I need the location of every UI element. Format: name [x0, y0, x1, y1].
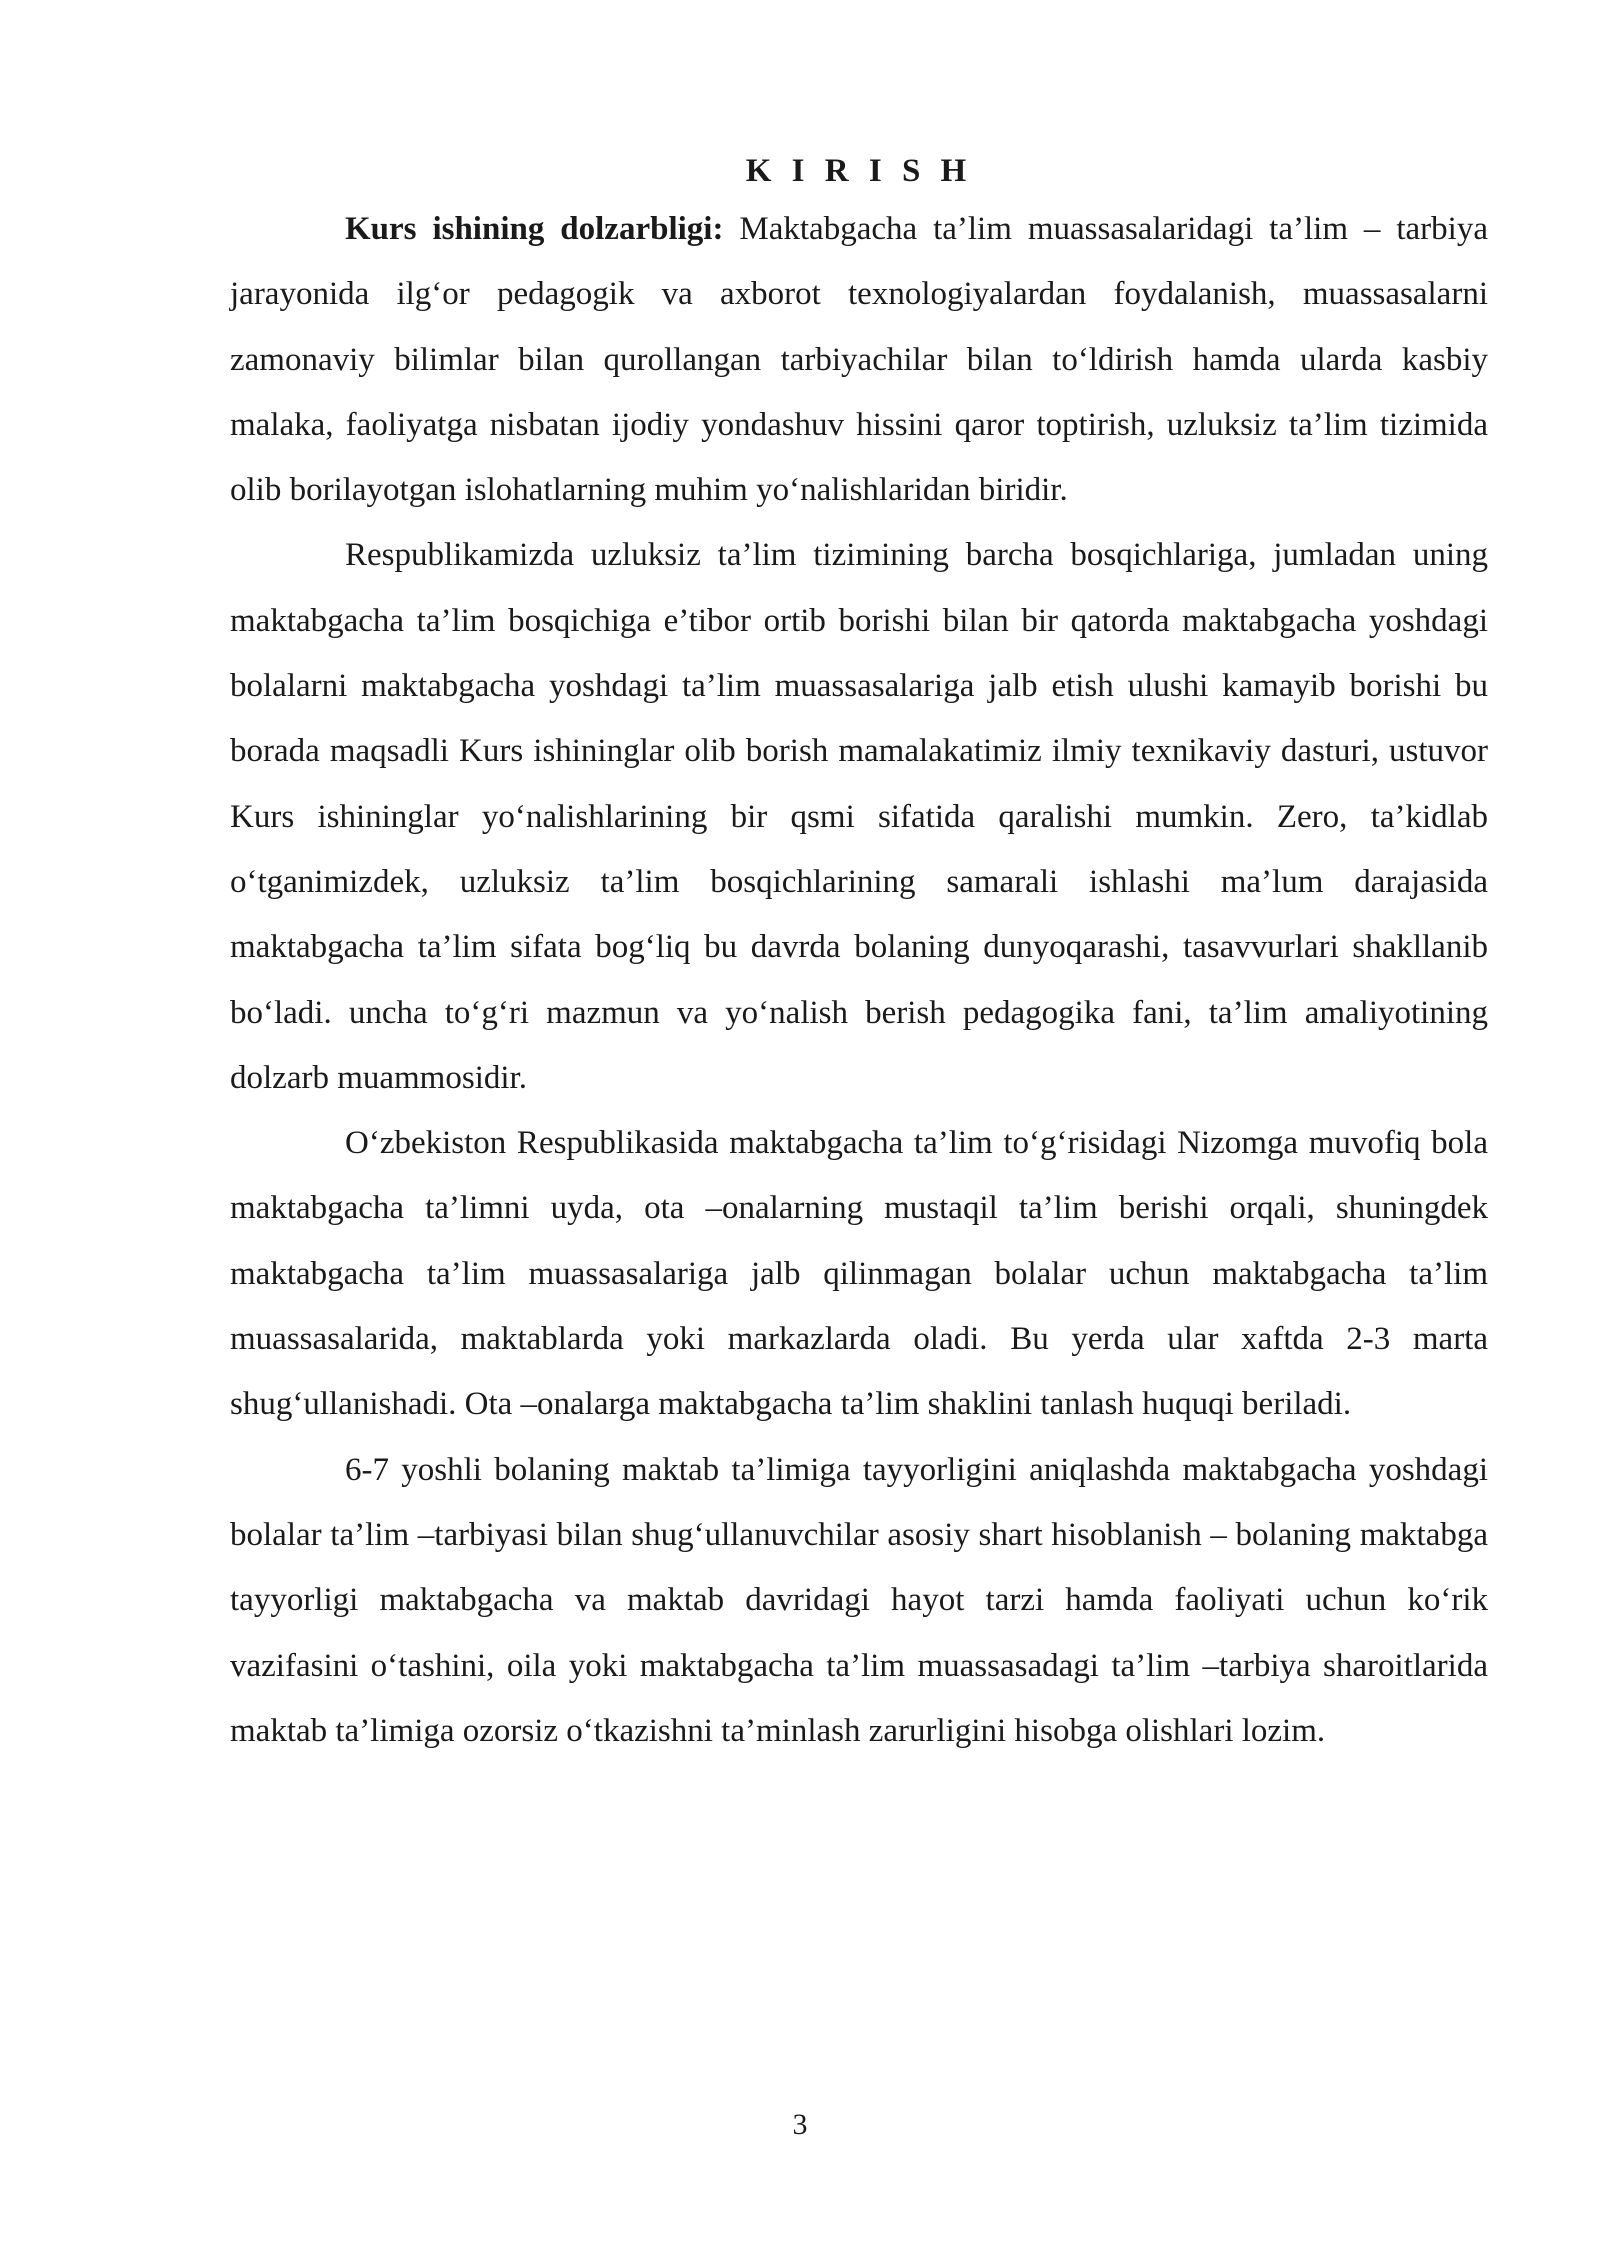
paragraph-text: O‘zbekiston Respublikasida maktabgacha ta’lim to‘g‘risidagi Nizomga muvofiq bola maktabgacha ta’limni uyda, ota –onalarning mustaqil ta’lim berishi orqali, shuningdek maktabgacha ta’lim muassasalariga jalb qilinmagan bolalar uchun maktabgacha ta’lim muassasalarida, maktablarda yoki markazlarda oladi. Bu yerda ular xaftda 2-3 marta shug‘ullanishadi. Ota –onalarga maktabgacha ta’lim shaklini tanlash huquqi beriladi. — [230, 1125, 1488, 1423]
page-number: 3 — [792, 2108, 808, 2141]
paragraph-text: 6-7 yoshli bolaning maktab ta’limiga tayyorligini aniqlashda maktabgacha yoshdagi bolalar ta’lim –tarbiyasi bilan shug‘ullanuvchilar asosiy shart hisoblanish – bolaning maktabga tayyorligi maktabgacha va maktab davridagi hayot tarzi hamda faoliyati uchun ko‘rik vazifasini o‘tashini, oila yoki maktabgacha ta’lim muassasadagi ta’lim –tarbiya sharoitlarida maktab ta’limiga ozorsiz o‘tkazishni ta’minlash zarurligini hisobga olishlari lozim. — [230, 1451, 1488, 1749]
paragraph-4 — [230, 1438, 1488, 1764]
section-heading: K I R I S H — [745, 153, 973, 189]
paragraph-text: Respublikamizda uzluksiz ta’lim tizimining barcha bosqichlariga, jumladan uning maktabgacha ta’lim bosqichiga e’tibor ortib borishi bilan bir qatorda maktabgacha yoshdagi bolalarni maktabgacha yoshdagi ta’lim muassasalariga jalb etish ulushi kamayib borishi bu borada maqsadli Kurs ishininglar olib borish mamalakatimiz ilmiy texnikaviy dasturi, ustuvor Kurs ishininglar yo‘nalishlarining bir qsmi sifatida qaralishi mumkin. Zero, ta’kidlab o‘tganimizdek, uzluksiz ta’lim bosqichlarining samarali ishlashi ma’lum darajasida maktabgacha ta’lim sifata bog‘liq bu davrda bolaning dunyoqarashi, tasavvurlari shakllanib bo‘ladi. uncha to‘g‘ri mazmun va yo‘nalish berish pedagogika fani, ta’lim amaliyotining dolzarb muammosidir. — [230, 537, 1488, 1096]
paragraph-lead-bold: Kurs ishining dolzarbligi: — [345, 211, 724, 247]
paragraph-text: Maktabgacha ta’lim muassasalaridagi ta’lim – tarbiya jarayonida ilg‘or pedagogik va axborot texnologiyalardan foydalanish, muassasalarni zamonaviy bilimlar bilan qurollangan tarbiyachilar bilan to‘ldirish hamda ularda kasbiy malaka, faoliyatga nisbatan ijodiy yondashuv hissini qaror toptirish, uzluksiz ta’lim tizimida olib borilayotgan islohatlarning muhim yo‘nalishlaridan biridir. — [230, 211, 1488, 509]
page-content — [230, 145, 1488, 1764]
paragraph-relevance — [230, 197, 1488, 523]
paragraph-3 — [230, 1111, 1488, 1437]
paragraph-2 — [230, 523, 1488, 1111]
